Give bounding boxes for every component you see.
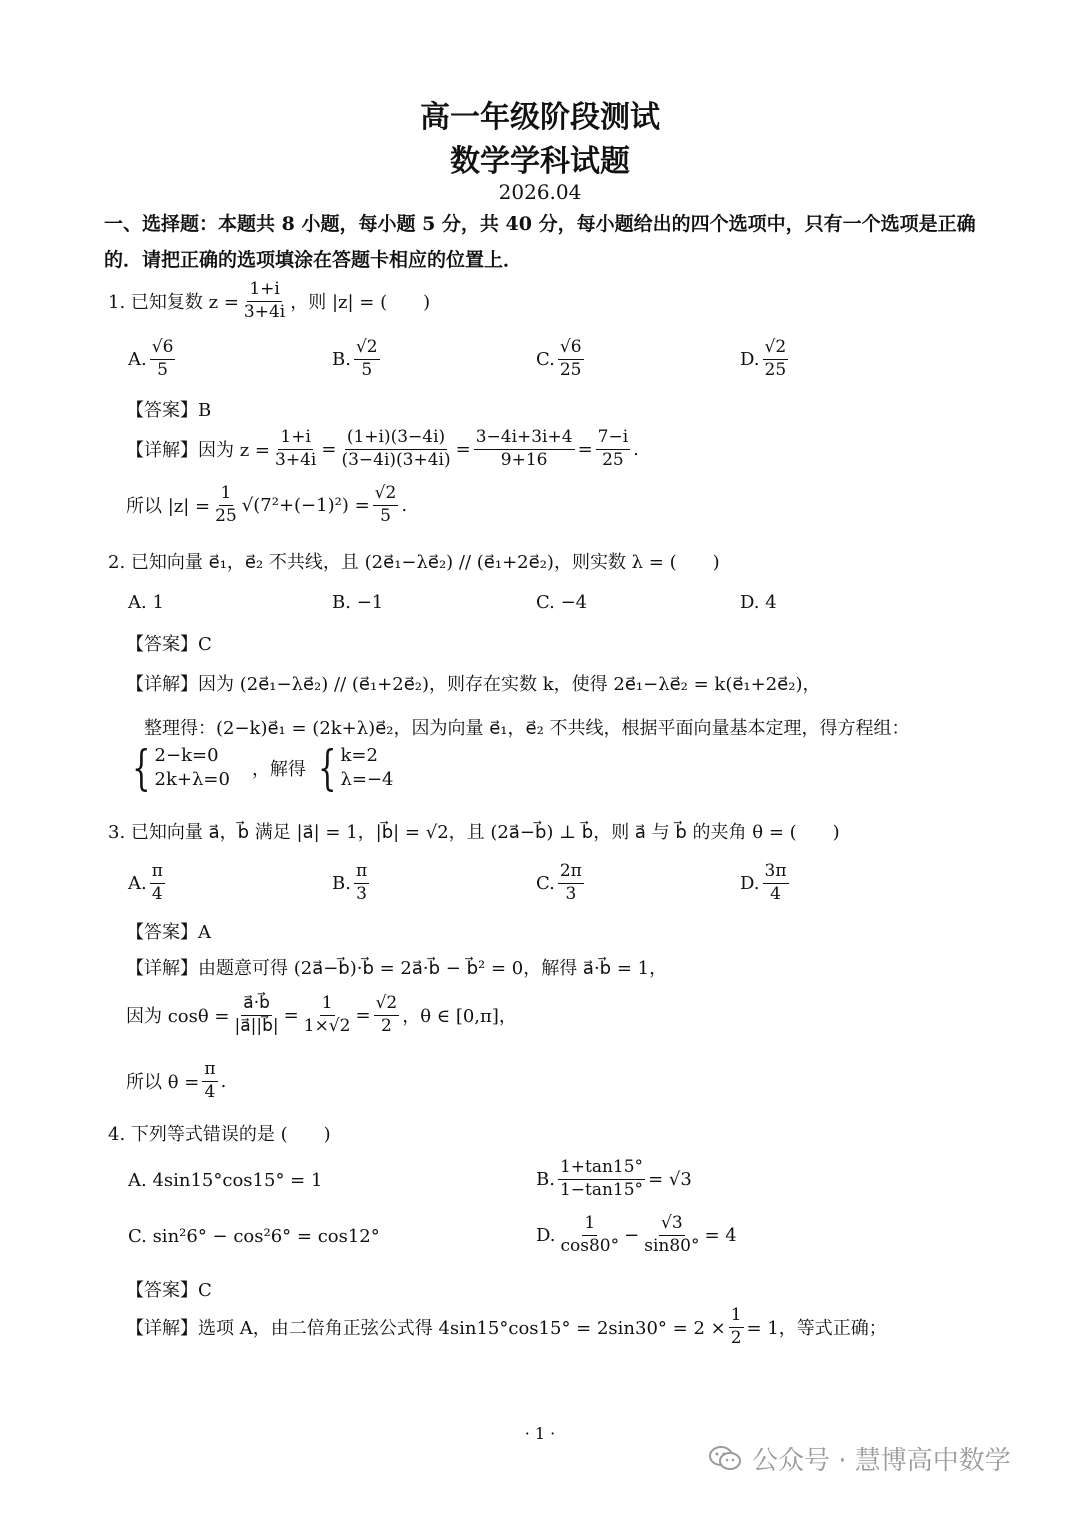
q3-option-c	[536, 862, 587, 904]
q4-option-b	[536, 1158, 692, 1200]
option-fraction-2	[642, 1214, 701, 1256]
q3-detail3-frac	[202, 1060, 217, 1102]
option-label: A.	[128, 592, 147, 613]
q2-option-a	[128, 592, 164, 613]
frac-den: 2	[730, 1327, 742, 1348]
option-text: −4	[560, 592, 588, 613]
option-num: 3π	[763, 862, 789, 884]
system-1	[126, 740, 230, 796]
option-label: C.	[536, 592, 555, 613]
q1-detail-line2	[126, 484, 407, 526]
q1-detail-frac4	[596, 428, 631, 470]
q1-detail-frac1	[273, 428, 318, 470]
q3-detail-line1: 【详解】由题意可得 (2a⃗−b⃗)·b⃗ = 2a⃗·b⃗ − b⃗² = 0，解得 a⃗·b⃗ = 1，	[126, 958, 668, 979]
page-number: · 1 ·	[524, 1424, 556, 1443]
option-fraction	[763, 338, 789, 380]
q3-detail2-suffix: ，θ ∈ [0,π]，	[402, 1006, 517, 1028]
q1-answer: 【答案】B	[126, 400, 212, 421]
q1-prefix: 1. 已知复数 z =	[108, 292, 239, 314]
option-den: sin80°	[644, 1235, 700, 1256]
frac-num: √2	[374, 994, 400, 1016]
equals-sign: =	[577, 438, 593, 460]
option-label: A.	[128, 348, 147, 370]
q1-detail-prefix: 【详解】因为 z =	[126, 440, 271, 462]
minus-sign: −	[624, 1224, 640, 1246]
option-num: π	[150, 862, 165, 884]
frac-num: 1	[320, 994, 335, 1016]
left-brace-icon: {	[318, 740, 337, 796]
option-num: √3	[659, 1214, 685, 1236]
q1-fraction	[242, 280, 287, 322]
period: .	[220, 1070, 227, 1092]
frac-num: (1+i)(3−4i)	[345, 428, 447, 450]
option-label: D.	[740, 348, 760, 370]
wechat-icon	[708, 1444, 742, 1472]
q1-detail-frac3	[474, 428, 575, 470]
option-fraction	[150, 338, 176, 380]
q1-option-d	[740, 338, 791, 380]
option-fraction	[763, 862, 789, 904]
equals-sign: =	[283, 1004, 299, 1026]
q3-answer: 【答案】A	[126, 922, 211, 943]
equation: k=2	[340, 745, 378, 766]
frac-den: 25	[602, 449, 624, 470]
frac-num: a⃗·b⃗	[241, 994, 272, 1016]
question-4-stem: 4. 下列等式错误的是 ( )	[108, 1124, 331, 1145]
option-den: 3	[565, 883, 577, 904]
frac-num: 7−i	[596, 428, 631, 450]
q1-detail2-frac2	[373, 484, 399, 526]
equation: λ=−4	[340, 769, 394, 790]
frac-den: 5	[380, 505, 391, 526]
q4-detail-prefix: 【详解】选项 A，由二倍角正弦公式得 4sin15°cos15° = 2sin30° = 2 ×	[126, 1318, 726, 1340]
equation: 2−k=0	[154, 745, 219, 766]
option-num: √6	[558, 338, 584, 360]
frac-den: |a⃗||b⃗|	[234, 1015, 279, 1036]
frac-num: 1	[729, 1306, 744, 1328]
option-den: 3	[356, 883, 367, 904]
option-rhs: = √3	[648, 1168, 692, 1190]
option-num: π	[354, 862, 369, 884]
q1-detail-frac2	[339, 428, 452, 470]
watermark	[708, 1440, 1011, 1476]
option-rhs: = 4	[704, 1224, 737, 1246]
q3-option-d	[740, 862, 792, 904]
q3-detail2-frac1	[233, 994, 281, 1036]
q2-option-c	[536, 592, 587, 613]
option-fraction-1	[559, 1214, 622, 1256]
equation: 2k+λ=0	[154, 769, 230, 790]
q1-frac-den: 3+4i	[243, 301, 286, 322]
system-1-lines	[155, 744, 230, 792]
option-num: √6	[150, 338, 176, 360]
option-num: 1	[582, 1214, 597, 1236]
q2-solve-label: ，解得	[251, 759, 306, 780]
q4-option-c: C. sin²6° − cos²6° = cos12°	[128, 1226, 380, 1247]
period: .	[401, 494, 408, 516]
q4-detail-line1	[126, 1306, 887, 1348]
option-text: −1	[356, 592, 384, 613]
option-num: √2	[354, 338, 380, 360]
watermark-text: 公众号 · 慧博高中数学	[752, 1445, 1011, 1476]
q4-option-a: A. 4sin15°cos15° = 1	[128, 1170, 323, 1191]
equals-sign: =	[355, 1004, 371, 1026]
option-den: 25	[764, 359, 787, 380]
equals-sign: =	[321, 438, 337, 460]
section-heading: 一、选择题：本题共 8 小题，每小题 5 分，共 40 分，每小题给出的四个选项中，只有一个选项是正确的．请把正确的选项填涂在答题卡相应的位置上．	[104, 213, 976, 271]
option-fraction	[150, 862, 165, 904]
option-label: B.	[332, 348, 351, 370]
q1-detail2-mid: √(7²+(−1)²) =	[241, 494, 370, 516]
q3-detail2-frac2	[302, 994, 353, 1036]
option-fraction	[558, 338, 584, 380]
q2-answer: 【答案】C	[126, 634, 212, 655]
q4-detail-frac	[729, 1306, 744, 1348]
q1-option-a	[128, 338, 178, 380]
option-label: C.	[536, 872, 555, 894]
option-num: 2π	[558, 862, 584, 884]
left-brace-icon: {	[132, 740, 151, 796]
q1-detail-line1	[126, 428, 639, 470]
q4-option-d	[536, 1214, 737, 1256]
option-fraction	[354, 338, 380, 380]
option-den: 4	[770, 883, 781, 904]
option-text: 1	[152, 592, 164, 613]
option-label: B.	[332, 872, 351, 894]
frac-num: √2	[373, 484, 399, 506]
q1-frac-num: 1+i	[247, 280, 282, 302]
frac-den: 9+16	[500, 449, 548, 470]
exam-date: 2026.04	[498, 180, 582, 204]
q3-option-b	[332, 862, 372, 904]
frac-num: 3−4i+3i+4	[474, 428, 575, 450]
option-label: B.	[332, 592, 351, 613]
option-fraction	[558, 1158, 645, 1200]
option-label: D.	[740, 592, 760, 613]
frac-den: (3−4i)(3+4i)	[341, 449, 451, 470]
option-den: 25	[559, 359, 582, 380]
question-3-stem: 3. 已知向量 a⃗，b⃗ 满足 |a⃗| = 1，|b⃗| = √2，且 (2a⃗−b⃗) ⊥ b⃗，则 a⃗ 与 b⃗ 的夹角 θ = ( )	[108, 822, 840, 843]
q2-detail-line2: 整理得：(2−k)e⃗₁ = (2k+λ)e⃗₂，因为向量 e⃗₁，e⃗₂ 不共线，根据平面向量基本定理，得方程组：	[144, 718, 910, 739]
option-label: C.	[536, 348, 555, 370]
q2-option-b	[332, 592, 383, 613]
option-num: √2	[763, 338, 789, 360]
option-num: 1+tan15°	[558, 1158, 645, 1180]
q1-option-c	[536, 338, 587, 380]
option-fraction	[558, 862, 584, 904]
option-label: D.	[740, 872, 760, 894]
q4-detail-suffix: = 1，等式正确；	[746, 1318, 887, 1340]
option-den: cos80°	[560, 1235, 620, 1256]
q3-detail2-frac3	[374, 994, 400, 1036]
frac-num: 1+i	[278, 428, 313, 450]
frac-den: 3+4i	[275, 449, 317, 470]
q1-detail2-prefix: 所以 |z| =	[126, 496, 211, 518]
question-2-stem: 2. 已知向量 e⃗₁，e⃗₂ 不共线，且 (2e⃗₁−λe⃗₂) // (e⃗₁+2e⃗₂)，则实数 λ = ( )	[108, 552, 720, 573]
frac-den: 1×√2	[303, 1015, 351, 1036]
option-text: 4	[765, 592, 777, 613]
frac-num: π	[202, 1060, 217, 1082]
frac-den: 2	[380, 1015, 392, 1036]
q4-answer: 【答案】C	[126, 1280, 212, 1301]
frac-den: 25	[215, 505, 237, 526]
option-label: A.	[128, 872, 147, 894]
exam-subtitle: 数学学科试题	[450, 144, 630, 179]
frac-den: 4	[204, 1081, 216, 1102]
option-den: 1−tan15°	[559, 1179, 644, 1200]
q1-detail2-frac1	[213, 484, 239, 526]
equals-sign: =	[455, 438, 471, 460]
question-1-stem	[108, 280, 430, 322]
option-fraction	[354, 862, 369, 904]
q2-equation-system	[126, 740, 394, 796]
option-den: 4	[151, 883, 163, 904]
exam-title: 高一年级阶段测试	[420, 100, 660, 135]
period: .	[633, 438, 639, 460]
q3-detail-line3	[126, 1060, 226, 1102]
q3-detail2-prefix: 因为 cosθ =	[126, 1006, 230, 1028]
option-label: D.	[536, 1224, 556, 1246]
option-label: B.	[536, 1168, 555, 1190]
q2-option-d	[740, 592, 777, 613]
q1-option-b	[332, 338, 383, 380]
option-den: 5	[361, 359, 373, 380]
frac-num: 1	[219, 484, 234, 506]
q3-detail3-prefix: 所以 θ =	[126, 1072, 200, 1094]
system-2-lines	[340, 744, 393, 792]
q3-detail-line2	[126, 994, 517, 1036]
q2-detail-line1: 【详解】因为 (2e⃗₁−λe⃗₂) // (e⃗₁+2e⃗₂)，则存在实数 k，使得 2e⃗₁−λe⃗₂ = k(e⃗₁+2e⃗₂)，	[126, 674, 821, 695]
system-2	[312, 740, 394, 796]
q3-option-a	[128, 862, 168, 904]
q1-suffix: ，则 |z| = ( )	[290, 292, 431, 314]
option-den: 5	[157, 359, 168, 380]
